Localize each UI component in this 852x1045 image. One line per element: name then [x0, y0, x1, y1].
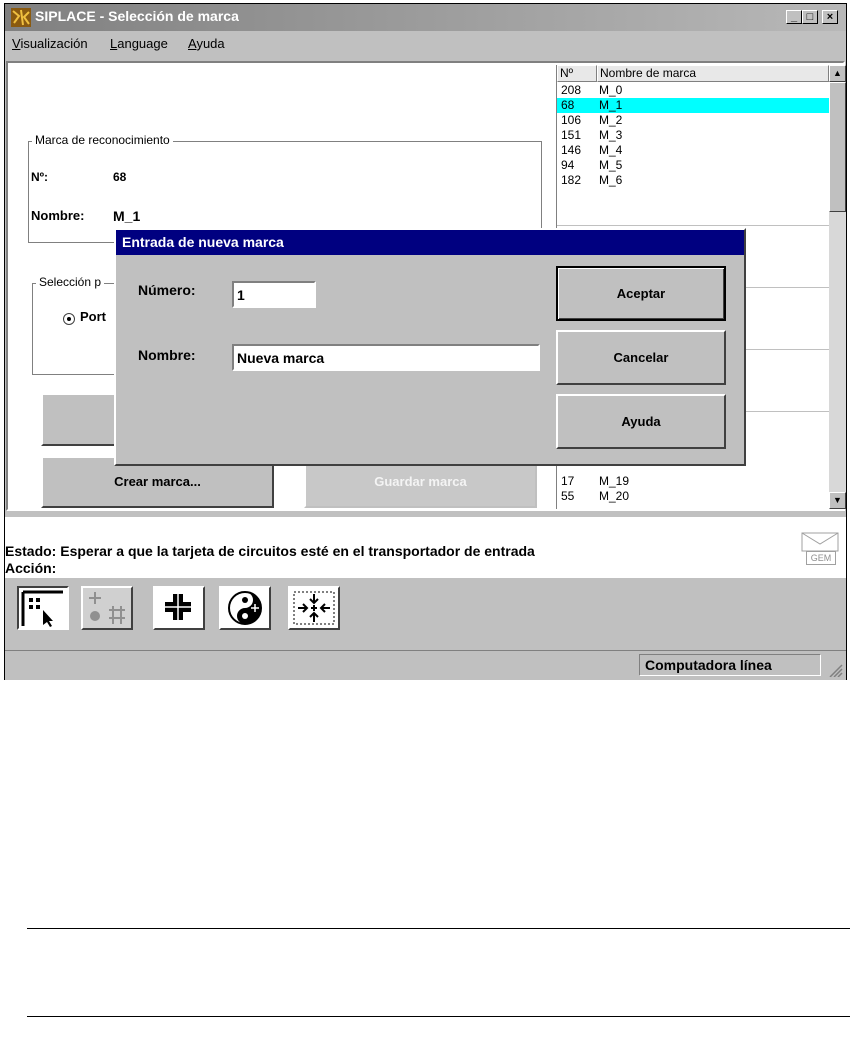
row-name: M_2: [599, 113, 623, 127]
cross-target-icon: [155, 588, 203, 628]
scroll-down-button[interactable]: [829, 492, 846, 509]
gem-label: GEM: [806, 551, 836, 565]
list-row[interactable]: [557, 173, 829, 188]
status-state-text: Estado: Esperar a que la tarjeta de circuitos esté en el transportador de entrada: [5, 543, 535, 559]
menu-mnemonic: L: [110, 36, 118, 51]
row-name: M_6: [599, 173, 623, 187]
list-row[interactable]: [557, 143, 829, 158]
list-row[interactable]: [557, 158, 829, 173]
dialog-title-bar[interactable]: [116, 230, 744, 255]
help-button[interactable]: [556, 394, 726, 449]
envelope-icon: [800, 531, 840, 553]
list-row[interactable]: [557, 113, 829, 128]
recognition-number-label: Nº:: [31, 170, 49, 184]
window-title: SIPLACE - Selección de marca: [35, 8, 239, 24]
menu-label-rest: isualización: [20, 36, 88, 51]
computer-status-cell: Computadora línea: [639, 654, 821, 676]
row-name: M_19: [599, 474, 630, 488]
list-row[interactable]: [557, 128, 829, 143]
cancel-button[interactable]: [556, 330, 726, 385]
dialog-title: Entrada de nueva marca: [122, 234, 284, 250]
siplace-app-icon: [11, 8, 31, 27]
yinyang-tool-button[interactable]: [219, 586, 271, 630]
menu-label-rest: anguage: [117, 36, 168, 51]
list-header-number[interactable]: Nº: [557, 65, 597, 82]
gem-icon[interactable]: [800, 531, 840, 567]
crosshair-tool-button[interactable]: [153, 586, 205, 630]
dialog-name-label: Nombre:: [138, 347, 196, 363]
center-arrows-icon: [290, 588, 338, 628]
status-bar: [5, 650, 846, 680]
recognition-name-value: M_1: [113, 208, 141, 224]
create-mark-label: Crear marca...: [114, 474, 201, 489]
cursor-select-icon: [19, 588, 67, 628]
row-number: 17: [561, 474, 575, 488]
scroll-up-button[interactable]: [829, 65, 846, 82]
radio-dot-icon: [67, 317, 71, 321]
new-mark-dialog: [114, 228, 746, 466]
help-label: Ayuda: [621, 414, 661, 429]
list-row[interactable]: [557, 474, 829, 489]
status-area: [5, 517, 846, 582]
accept-button[interactable]: [556, 266, 726, 321]
document-rule-top: [27, 928, 850, 929]
row-number: 106: [561, 113, 582, 127]
maximize-icon: □: [806, 11, 814, 23]
list-row-selected[interactable]: [557, 98, 829, 113]
maximize-button[interactable]: [802, 10, 818, 24]
menu-mnemonic: A: [188, 36, 197, 51]
row-name: M_20: [599, 489, 630, 503]
accept-label: Aceptar: [616, 286, 666, 301]
menu-label-rest: yuda: [196, 36, 225, 51]
yinyang-icon: [221, 588, 269, 628]
list-row[interactable]: [557, 489, 829, 504]
menu-ayuda[interactable]: [188, 36, 225, 51]
dialog-name-input[interactable]: [232, 344, 540, 371]
fiducial-tool-button[interactable]: [81, 586, 133, 630]
close-button[interactable]: [822, 10, 838, 24]
dialog-number-input[interactable]: [232, 281, 316, 308]
close-icon: ×: [826, 11, 834, 23]
scroll-thumb[interactable]: [829, 82, 846, 212]
selection-group-label: Selección p: [36, 275, 104, 289]
menu-visualizacion[interactable]: [12, 36, 88, 51]
menu-bar: [5, 31, 846, 57]
recognition-group-label: Marca de reconocimiento: [32, 133, 173, 147]
list-row[interactable]: [557, 83, 829, 98]
cancel-label: Cancelar: [613, 350, 669, 365]
row-number: 151: [561, 128, 582, 142]
center-align-tool-button[interactable]: [288, 586, 340, 630]
row-name: M_5: [599, 158, 623, 172]
minimize-icon: _: [790, 11, 798, 23]
save-mark-label: Guardar marca: [374, 474, 467, 489]
row-number: 208: [561, 83, 582, 97]
title-bar[interactable]: [5, 4, 846, 31]
recognition-number-value: 68: [113, 170, 127, 184]
scroll-up-icon: ▲: [833, 68, 842, 78]
row-divider: [557, 225, 829, 226]
row-number: 146: [561, 143, 582, 157]
row-name: M_4: [599, 143, 623, 157]
row-name: M_1: [599, 98, 623, 112]
menu-mnemonic: V: [12, 36, 21, 51]
row-number: 55: [561, 489, 575, 503]
selection-radio-label: Port: [80, 309, 106, 324]
recognition-name-label: Nombre:: [31, 208, 85, 223]
status-action-text: Acción:: [5, 560, 57, 576]
menu-language[interactable]: [110, 36, 168, 51]
fiducial-grid-icon: [83, 588, 131, 628]
row-number: 182: [561, 173, 582, 187]
list-scrollbar[interactable]: [829, 65, 846, 509]
list-header-name[interactable]: Nombre de marca: [597, 65, 829, 82]
resize-grip-icon[interactable]: [827, 663, 843, 677]
selection-radio[interactable]: [63, 313, 75, 325]
row-number: 94: [561, 158, 575, 172]
minimize-button[interactable]: [786, 10, 802, 24]
row-number: 68: [561, 98, 575, 112]
document-rule-bottom: [27, 1016, 850, 1017]
select-tool-button[interactable]: [17, 586, 69, 630]
row-name: M_0: [599, 83, 623, 97]
toolbar: [5, 578, 846, 650]
scroll-down-icon: ▼: [833, 495, 842, 505]
row-name: M_3: [599, 128, 623, 142]
main-window: [4, 3, 847, 680]
dialog-number-label: Número:: [138, 282, 196, 298]
